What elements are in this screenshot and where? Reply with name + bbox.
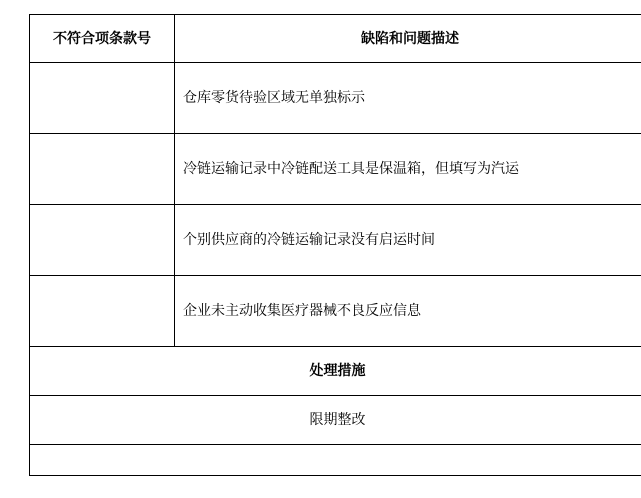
table-row bbox=[30, 63, 641, 134]
cell-code bbox=[30, 205, 175, 276]
table-tail-row bbox=[30, 445, 641, 476]
measure-value-row bbox=[30, 396, 641, 445]
measure-value-cell: 限期整改 bbox=[30, 396, 641, 445]
column-header-description: 缺陷和问题描述 bbox=[175, 15, 641, 63]
cell-code bbox=[30, 276, 175, 347]
cell-code bbox=[30, 63, 175, 134]
table-row bbox=[30, 205, 641, 276]
cell-description: 冷链运输记录中冷链配送工具是保温箱，但填写为汽运 bbox=[175, 134, 641, 205]
cell-description: 个别供应商的冷链运输记录没有启运时间 bbox=[175, 205, 641, 276]
cell-description: 仓库零货待验区域无单独标示 bbox=[175, 63, 641, 134]
cell-description: 企业未主动收集医疗器械不良反应信息 bbox=[175, 276, 641, 347]
column-header-code: 不符合项条款号 bbox=[30, 15, 175, 63]
measure-header-row bbox=[30, 347, 641, 396]
measure-header-cell: 处理措施 bbox=[30, 347, 641, 396]
table-header-row bbox=[30, 15, 641, 63]
table-row bbox=[30, 134, 641, 205]
tail-cell bbox=[30, 445, 641, 476]
inspection-findings-table bbox=[29, 14, 641, 476]
cell-code bbox=[30, 134, 175, 205]
table-row bbox=[30, 276, 641, 347]
